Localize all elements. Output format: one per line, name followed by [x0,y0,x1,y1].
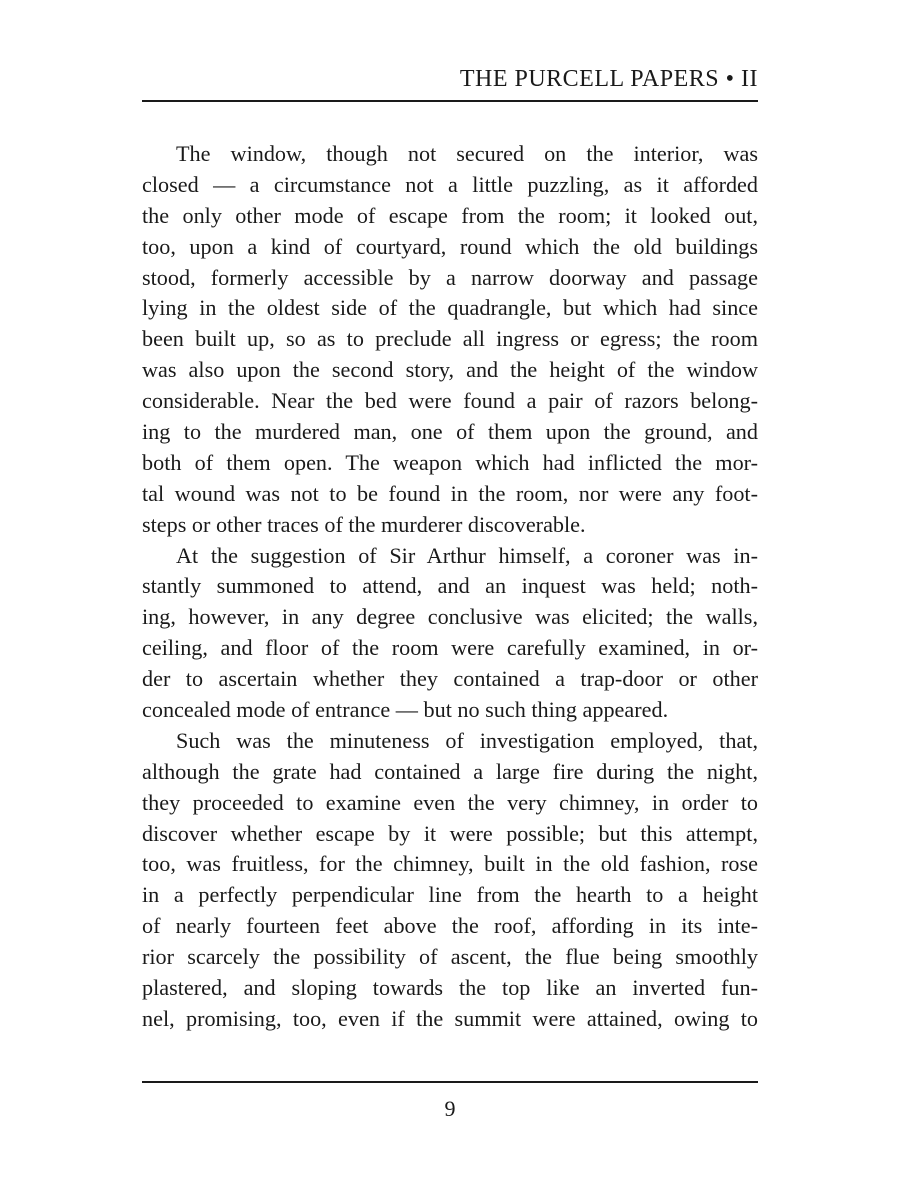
text-line: ceiling, and floor of the room were carefully examined, in or- [142,635,758,661]
text-line: der to ascertain whether they contained a trap-door or other [142,666,758,692]
text-line: concealed mode of entrance — but no such thing appeared. [142,697,669,723]
text-line: nel, promising, too, even if the summit were attained, owing to [142,1005,758,1031]
body-text [142,139,758,1035]
text-line: At the suggestion of Sir Arthur himself, a coroner was in- [176,542,758,568]
text-line: tal wound was not to be found in the room, nor were any foot- [142,480,758,506]
text-line: Such was the minuteness of investigation employed, that, [176,727,758,753]
text-line: was also upon the second story, and the height of the window [142,357,758,383]
text-line: plastered, and sloping towards the top like an inverted fun- [142,975,758,1001]
text-line: closed — a circumstance not a little puzzling, as it afforded [142,171,758,197]
page-number: 9 [444,1096,456,1121]
text-line: been built up, so as to preclude all ingress or egress; the room [142,326,758,352]
footer-rule [142,1081,758,1083]
text-line: they proceeded to examine even the very chimney, in order to [142,789,758,815]
running-header: THE PURCELL PAPERS • II [459,66,758,92]
text-line: The window, though not secured on the interior, was [176,141,758,166]
text-line: although the grate had contained a large fire during the night, [142,758,758,784]
text-line: both of them open. The weapon which had inflicted the mor- [142,449,758,475]
text-line: stantly summoned to attend, and an inquest was held; noth- [142,573,758,599]
text-line: too, was fruitless, for the chimney, built in the old fashion, rose [142,851,758,877]
text-line: of nearly fourteen feet above the roof, affording in its inte- [142,913,758,939]
text-line: ing to the murdered man, one of them upon the ground, and [142,419,758,445]
text-line: stood, formerly accessible by a narrow doorway and passage [142,264,758,290]
text-line: lying in the oldest side of the quadrangle, but which had since [142,295,758,321]
text-line: steps or other traces of the murderer discoverable. [142,511,586,537]
text-line: the only other mode of escape from the room; it looked out, [142,202,758,228]
header-rule [142,100,758,102]
text-line: considerable. Near the bed were found a pair of razors belong- [142,388,758,414]
text-line: in a perfectly perpendicular line from the hearth to a height [142,882,758,908]
text-line: ing, however, in any degree conclusive was elicited; the walls, [142,604,758,630]
text-line: rior scarcely the possibility of ascent, the flue being smoothly [142,944,758,970]
text-line: too, upon a kind of courtyard, round which the old buildings [142,233,758,259]
text-line: discover whether escape by it were possible; but this attempt, [142,820,758,846]
